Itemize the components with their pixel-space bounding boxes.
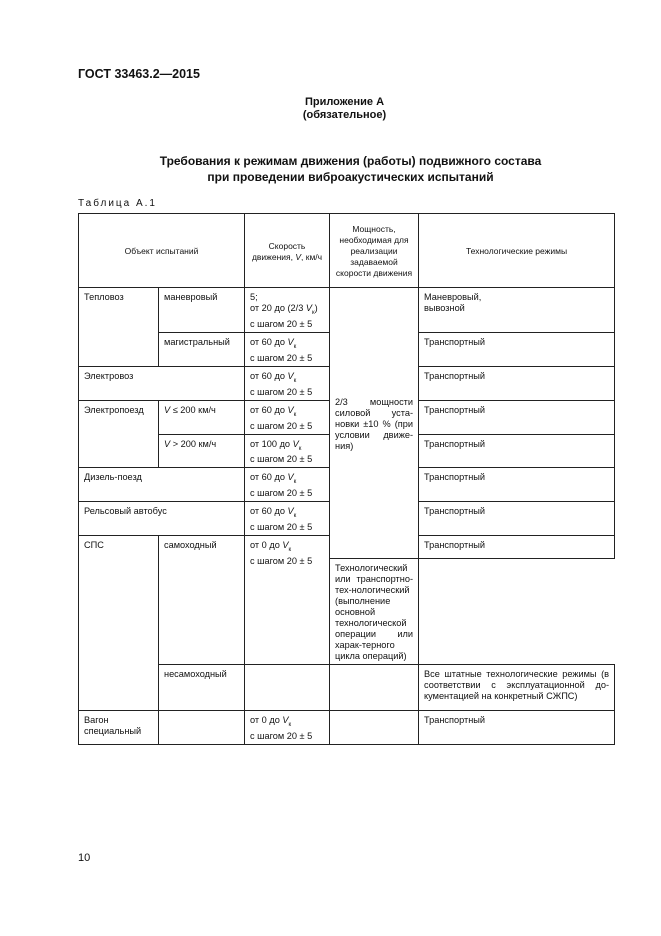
speed-line: от 20 до (2/3 $V_к$) — [250, 303, 318, 316]
cell-railbus: Рельсовый автобус — [79, 502, 245, 536]
requirements-table — [78, 213, 615, 745]
power-line: 2/3 мощности — [335, 396, 414, 407]
speed-line: с шагом 20 ± 5 — [250, 730, 313, 741]
cell-speed — [245, 434, 330, 468]
speed-line: от 100 до $V_к$ — [250, 438, 302, 452]
cell-sps: СПС — [79, 536, 159, 711]
annex-status: (обязательное) — [302, 109, 387, 121]
cell-speed — [245, 711, 330, 745]
header-power-line5: скорости движения — [335, 268, 413, 278]
speed-line: от 60 до $V_к$ — [250, 472, 297, 486]
vagon-line: специальный — [84, 726, 142, 737]
table-row — [79, 711, 615, 745]
power-line: силовой уста- — [335, 407, 414, 418]
mode-line: вывозной — [424, 303, 465, 313]
speed-line: с шагом 20 ± 5 — [250, 454, 313, 465]
cell-nesamokhodny: несамоходный — [159, 665, 245, 711]
cell-mode: Технологический или транспортно-тех-нологический (выполнение основной технологической операции или харак-терного цикла операций) — [330, 559, 419, 665]
cell-speed-empty — [245, 665, 330, 711]
annex-heading — [0, 96, 661, 122]
cell-mode: Транспортный — [419, 367, 615, 401]
document-id: ГОСТ 33463.2—2015 — [78, 67, 200, 81]
table-row — [79, 665, 615, 711]
cell-speed — [245, 502, 330, 536]
header-power-line2: необходимая для — [339, 235, 409, 245]
header-power-line1: Мощность, — [352, 224, 396, 234]
speed-line: с шагом 20 ± 5 — [250, 522, 313, 533]
cell-mode: Транспортный — [419, 468, 615, 502]
cell-mode: Транспортный — [419, 400, 615, 434]
header-speed-line2: движения, V, км/ч — [251, 251, 323, 262]
cell-speed — [245, 288, 330, 333]
cell-mode: Транспортный — [419, 711, 615, 745]
header-speed — [245, 214, 330, 288]
cell-teplovoz: Тепловоз — [79, 288, 159, 367]
speed-line: с шагом 20 ± 5 — [250, 555, 313, 566]
cell-speed — [245, 333, 330, 367]
cell-mode: Транспортный — [419, 536, 615, 559]
speed-line: 5; — [250, 292, 258, 302]
table-header-row — [79, 214, 615, 288]
cell-dizel: Дизель-поезд — [79, 468, 245, 502]
power-line: новки ±10 % (при — [335, 418, 414, 429]
cell-manevrovy: маневровый — [159, 288, 245, 333]
cell-elektrovoz: Электровоз — [79, 367, 245, 401]
speed-line: с шагом 20 ± 5 — [250, 386, 313, 397]
cell-mode: Все штатные технологические режимы (в соответствии с эксплуатационной до-кументацией на конкретный СЖПС) — [419, 665, 615, 711]
cell-power — [330, 288, 419, 559]
power-line: ния) — [335, 440, 354, 451]
power-line: условии движе- — [335, 429, 414, 440]
cell-magistralny: магистральный — [159, 333, 245, 367]
speed-line: с шагом 20 ± 5 — [250, 352, 313, 363]
cell-empty — [159, 711, 245, 745]
speed-line: от 60 до $V_к$ — [250, 371, 297, 384]
speed-line: от 60 до $V_к$ — [250, 337, 297, 350]
speed-line: от 0 до $V_к$ — [250, 540, 292, 553]
cell-elektropoezd: Электропоезд — [79, 400, 159, 468]
header-speed-line1: Скорость — [268, 240, 306, 251]
speed-line: от 60 до $V_к$ — [250, 404, 297, 418]
table-row — [79, 288, 615, 333]
cell-speed — [245, 367, 330, 401]
cell-ep-cond2: V > 200 км/ч — [159, 434, 245, 468]
cell-samokhodny: самоходный — [159, 536, 245, 665]
cell-mode: Транспортный — [419, 434, 615, 468]
section-title — [0, 153, 661, 185]
header-modes: Технологические режимы — [419, 214, 615, 288]
cell-mode: Транспортный — [419, 502, 615, 536]
speed-line: с шагом 20 ± 5 — [250, 488, 313, 499]
cell-mode: Транспортный — [419, 333, 615, 367]
mode-line: Маневровый, — [424, 292, 482, 302]
cell-mode — [419, 288, 615, 333]
speed-line: с шагом 20 ± 5 — [250, 318, 313, 329]
title-line-1: Требования к режимам движения (работы) подвижного состава — [159, 154, 542, 168]
title-line-2: при проведении виброакустических испытаний — [207, 170, 494, 184]
speed-line: с шагом 20 ± 5 — [250, 420, 313, 431]
vagon-line: Вагон — [84, 715, 109, 726]
annex-title: Приложение А — [304, 96, 385, 108]
cell-speed — [245, 536, 330, 665]
cell-speed — [245, 468, 330, 502]
speed-line: от 0 до $V_к$ — [250, 715, 292, 728]
header-object: Объект испытаний — [79, 214, 245, 288]
table-label: Таблица А.1 — [78, 198, 157, 209]
cell-speed — [245, 400, 330, 434]
cell-ep-cond1: V ≤ 200 км/ч — [159, 400, 245, 434]
cell-vagon — [79, 711, 159, 745]
speed-line: от 60 до $V_к$ — [250, 506, 297, 520]
page-number: 10 — [78, 852, 91, 864]
header-power-line3: реализации — [350, 246, 398, 256]
cell-power-empty — [330, 711, 419, 745]
cell-power-empty — [330, 665, 419, 711]
header-power-line4: задаваемой — [350, 257, 398, 267]
header-power — [330, 214, 419, 288]
